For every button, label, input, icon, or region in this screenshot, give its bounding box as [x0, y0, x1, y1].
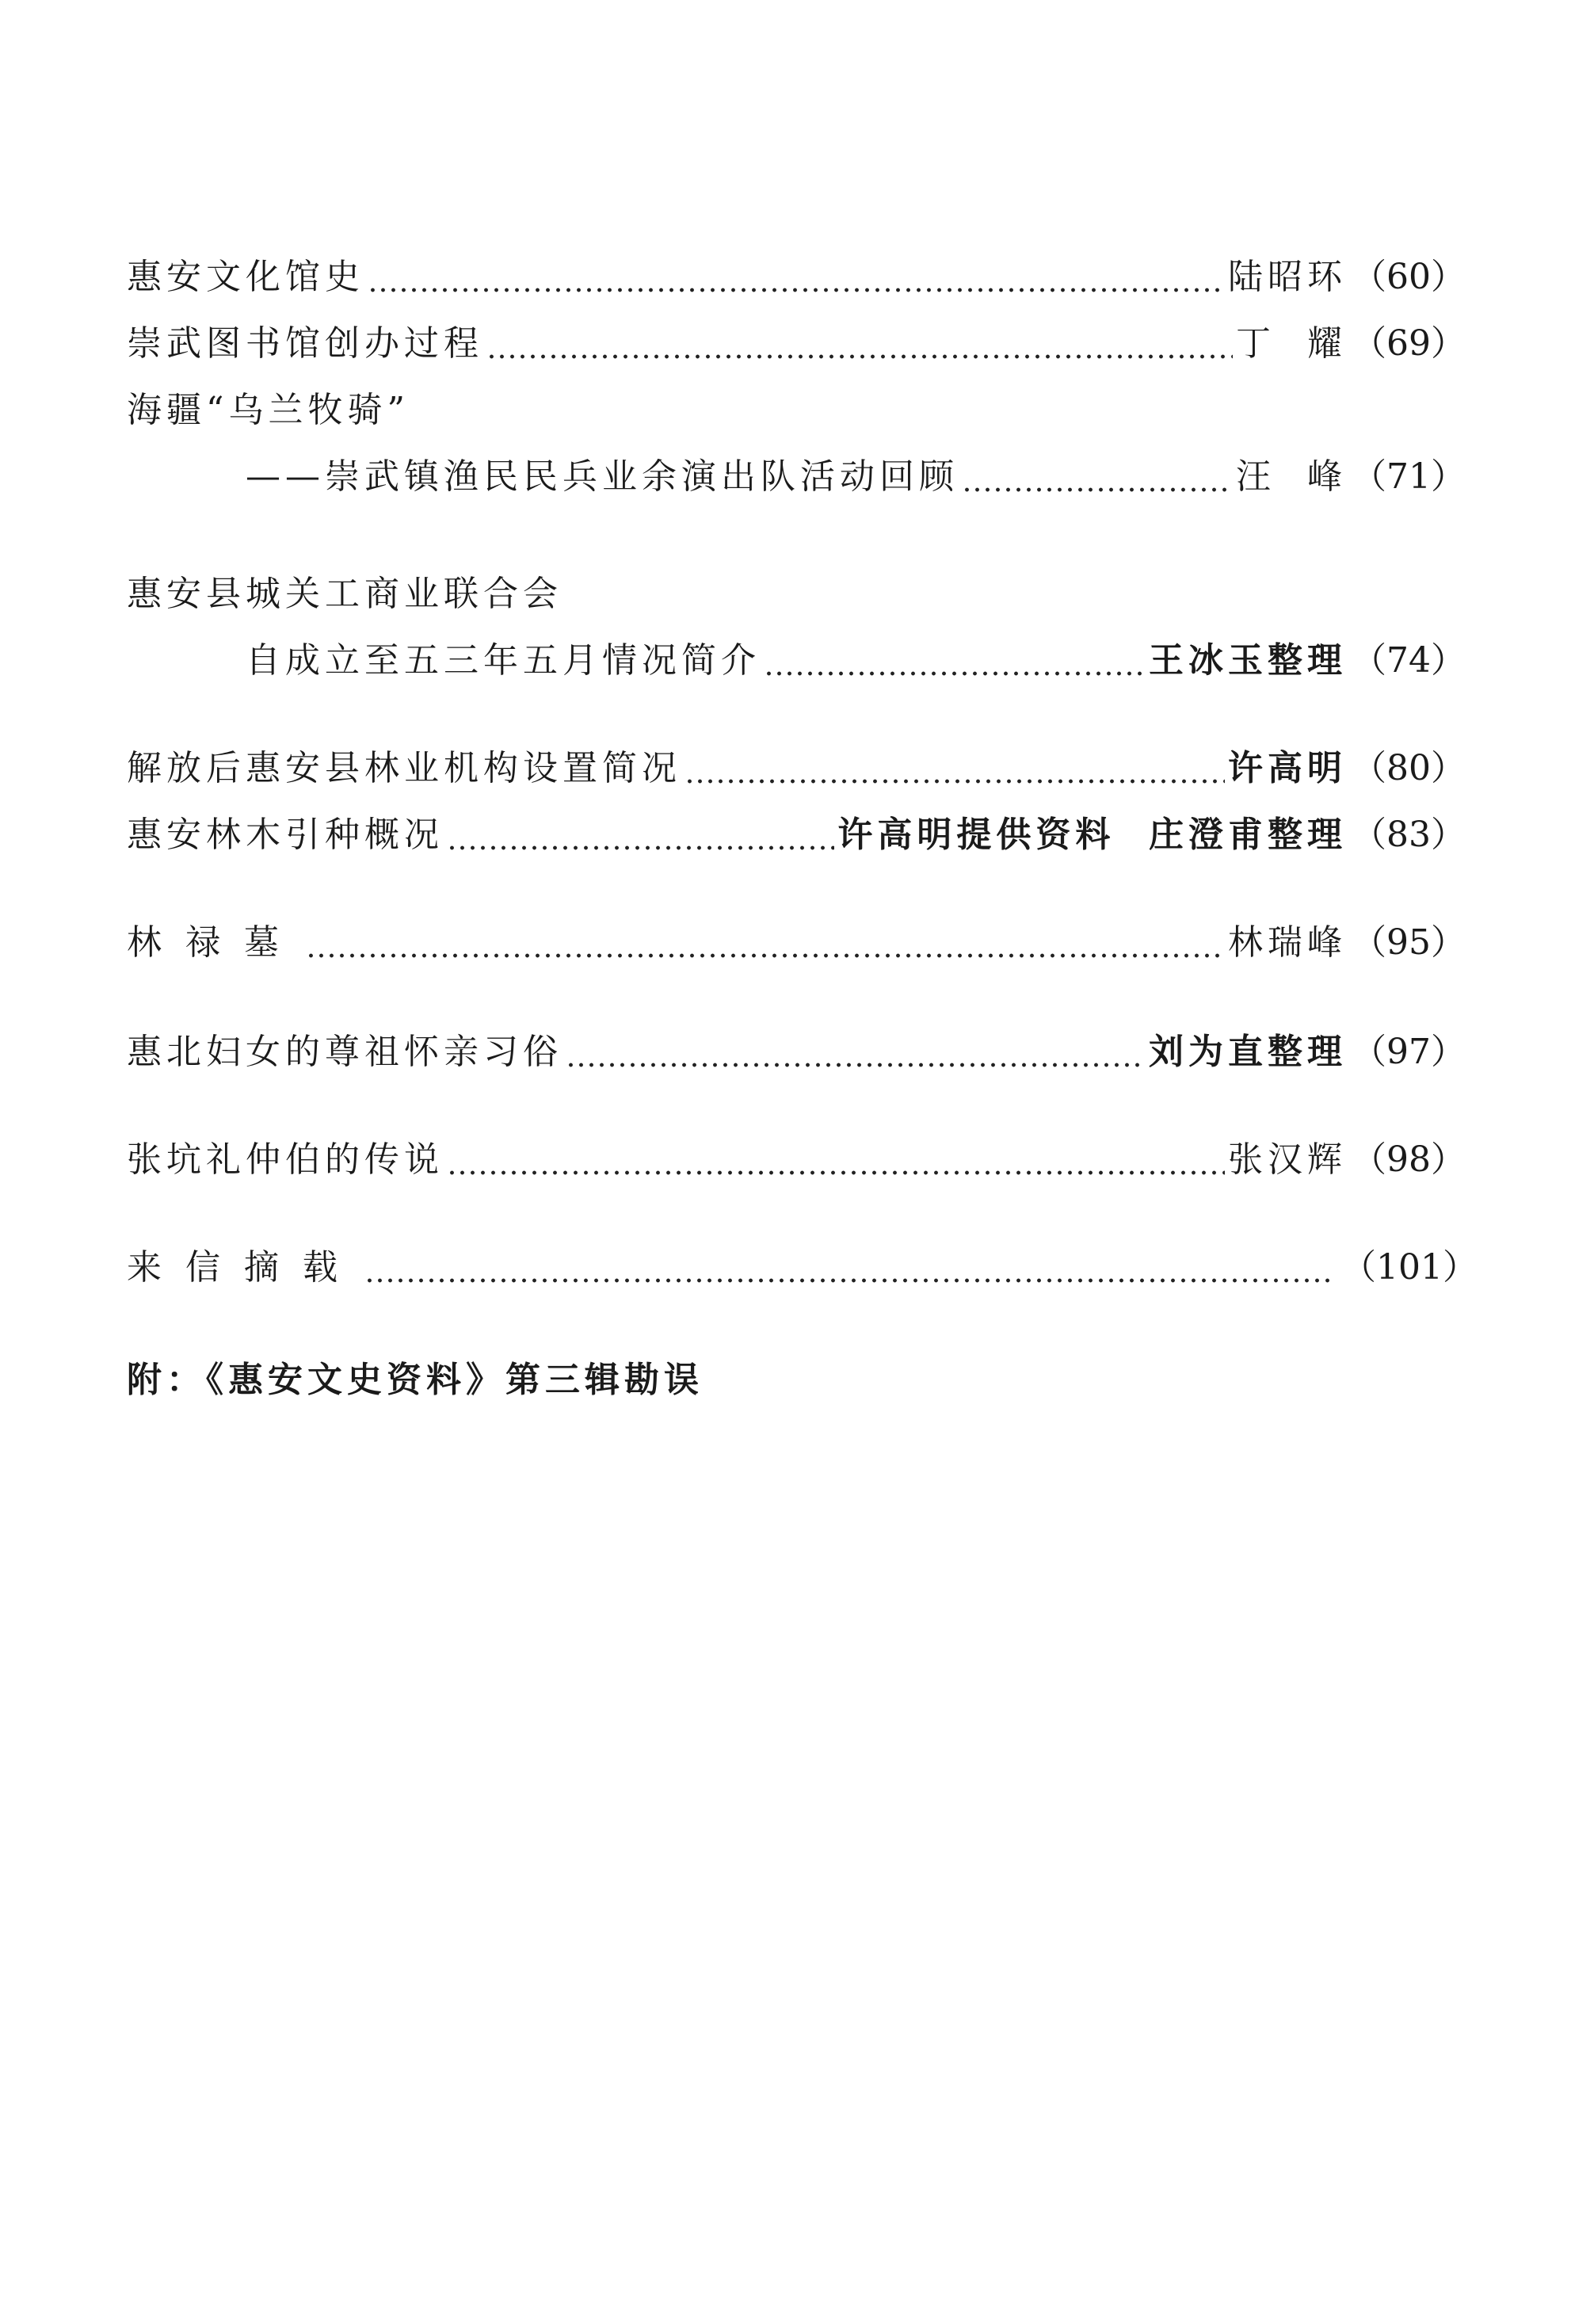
toc-entry-page: （80）	[1352, 748, 1466, 788]
toc-entry-author: 张汉辉	[1228, 1139, 1347, 1180]
toc-entry-library	[127, 320, 1466, 368]
toc-entry-tomb	[127, 919, 1466, 967]
dot-leader	[962, 453, 1233, 501]
toc-entry-page: （98）	[1352, 1139, 1466, 1180]
toc-entry-culture-hall	[127, 254, 1466, 301]
toc-entry-page: （83）	[1352, 815, 1466, 855]
toc-entry-forestry-intro	[127, 811, 1466, 859]
toc-entry-title: 惠安林木引种概况	[127, 815, 444, 855]
dot-leader	[368, 254, 1225, 301]
toc-entry-page: （71）	[1352, 456, 1466, 497]
toc-entry-author: 许高明提供资料 庄澄甫整理	[837, 815, 1347, 855]
toc-entry-title-federation: 惠安县城关工商业联合会	[127, 574, 562, 614]
toc-entry-page: （97）	[1352, 1032, 1466, 1072]
toc-entry-author: 汪 峰	[1236, 456, 1347, 497]
dot-leader	[685, 745, 1225, 792]
toc-entry-title-ulanmuqi: 海疆“乌兰牧骑”	[127, 390, 410, 430]
toc-entry-page: （69）	[1352, 323, 1466, 364]
toc-entry-subtitle: 自成立至五三年五月情况简介	[246, 640, 761, 681]
toc-entry-subtitle: ——崇武镇渔民民兵业余演出队活动回顾	[246, 456, 959, 497]
toc-entry-author: 丁 耀	[1236, 323, 1347, 364]
toc-entry-title: 惠安文化馆史	[127, 257, 364, 297]
toc-entry-title: 林禄墓	[127, 922, 303, 963]
toc-entry-page: （60）	[1352, 257, 1466, 297]
dot-leader	[364, 1244, 1333, 1292]
toc-entry-author: 许高明	[1228, 748, 1347, 788]
toc-entry-title: 解放后惠安县林业机构设置简况	[127, 748, 681, 788]
appendix-errata: 附：《惠安文史资料》第三辑勘误	[127, 1360, 704, 1400]
toc-entry-title: 崇武图书馆创办过程	[127, 323, 483, 364]
dot-leader	[306, 919, 1225, 967]
dot-leader	[566, 1028, 1146, 1076]
toc-entry-author: 刘为直整理	[1149, 1032, 1347, 1072]
toc-entry-ulanmuqi	[246, 453, 1466, 501]
toc-entry-letters	[127, 1244, 1478, 1292]
toc-entry-federation	[246, 637, 1466, 685]
toc-entry-legend	[127, 1136, 1466, 1184]
dot-leader	[447, 811, 834, 859]
dot-leader	[486, 320, 1233, 368]
toc-entry-forestry-org	[127, 745, 1466, 792]
toc-entry-customs	[127, 1028, 1466, 1076]
toc-entry-author: 王冰玉整理	[1149, 640, 1347, 681]
dot-leader	[764, 637, 1146, 685]
toc-entry-page: （74）	[1352, 640, 1466, 681]
toc-entry-title: 张坑礼仲伯的传说	[127, 1139, 444, 1180]
toc-entry-page: （95）	[1352, 922, 1466, 963]
toc-entry-author: 林瑞峰	[1228, 922, 1347, 963]
toc-entry-page: （101）	[1341, 1247, 1478, 1288]
dot-leader	[447, 1136, 1225, 1184]
toc-entry-title: 惠北妇女的尊祖怀亲习俗	[127, 1032, 562, 1072]
toc-entry-title: 来信摘载	[127, 1247, 361, 1288]
toc-entry-author: 陆昭环	[1228, 257, 1347, 297]
